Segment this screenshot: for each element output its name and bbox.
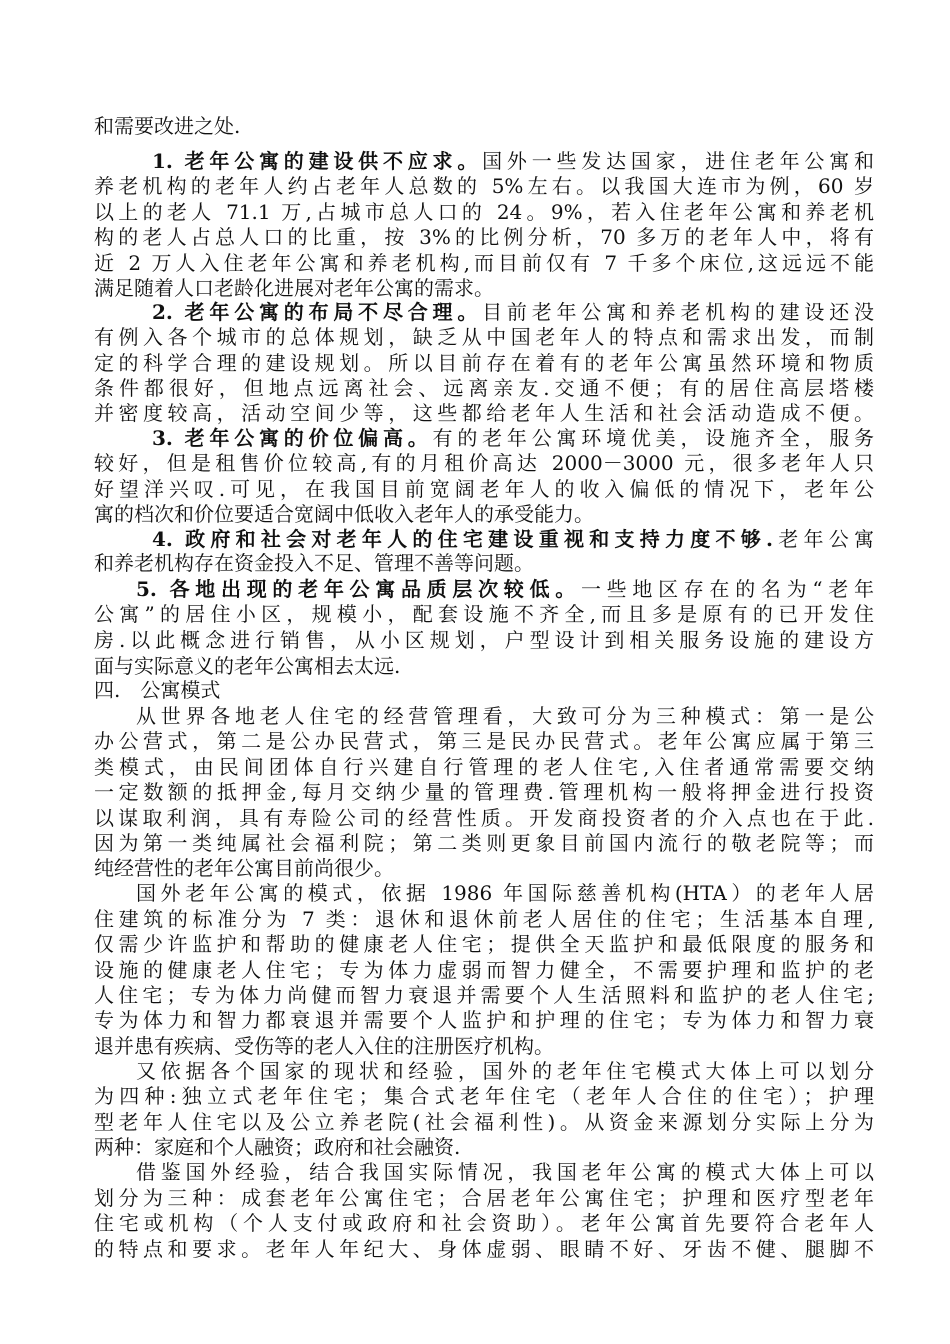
body-text: 又依据各个国家的现状和经验，国外的老年住宅模式大体上可以划分 <box>136 1059 874 1083</box>
text-line <box>94 1057 874 1085</box>
body-text: 以谋取利润，具有寿险公司的经营性质。开发商投资者的介入点也在于此. <box>94 806 874 830</box>
body-text: 专为体力和智力都衰退并需要个人监护和护理的住宅；专为体力和智力衰 <box>94 1008 874 1032</box>
text-line <box>94 676 874 704</box>
body-text: 住宅或机构（个人支付或政府和社会资助）。老年公寓首先要符合老年人 <box>94 1211 874 1235</box>
text-line <box>94 778 874 806</box>
text-line <box>94 1209 874 1237</box>
text-line <box>94 298 874 326</box>
text-line <box>94 323 874 351</box>
body-text: 两种：家庭和个人融资；政府和社会融资. <box>94 1135 461 1159</box>
body-text: 的特点和要求。老年人年纪大、身体虚弱、眼睛不好、牙齿不健、腿脚不 <box>94 1237 874 1261</box>
text-line <box>94 172 874 200</box>
text-line <box>94 930 874 958</box>
text-line <box>94 804 874 832</box>
bold-heading-text: 1. 老年公寓的建设供不应求。 <box>152 149 483 173</box>
text-line <box>94 1108 874 1136</box>
body-text: 为四种:独立式老年住宅；集合式老年住宅（老年人合住的住宅）；护理 <box>94 1084 874 1108</box>
body-text: 定的科学合理的建设规划。所以目前存在着有的老年公寓虽然环境和物质 <box>94 351 874 375</box>
body-text: 房.以此概念进行销售，从小区规划，户型设计到相关服务设施的建设方 <box>94 628 874 652</box>
text-line <box>94 702 874 730</box>
text-line <box>94 575 874 603</box>
text-line <box>94 1184 874 1212</box>
text-line <box>94 1032 874 1060</box>
text-line <box>94 626 874 654</box>
body-text: 人住宅；专为体力尚健而智力衰退并需要个人生活照料和监护的老人住宅; <box>94 983 874 1007</box>
bold-heading-text: 3. 老年公寓的价位偏高。 <box>152 426 433 450</box>
text-line <box>94 147 874 175</box>
text-line <box>94 956 874 984</box>
text-line <box>94 753 874 781</box>
body-text: 设施的健康老人住宅；专为体力虚弱而智力健全，不需要护理和监护的老 <box>94 958 874 982</box>
text-line <box>94 349 874 377</box>
text-line <box>94 829 874 857</box>
text-line <box>94 1082 874 1110</box>
text-line <box>94 112 874 140</box>
body-text: 并密度较高，活动空间少等，这些都给老年人生活和社会活动造成不便。 <box>94 401 874 425</box>
body-text: 四. 公寓模式 <box>94 678 221 702</box>
text-line <box>94 500 874 528</box>
text-line <box>94 727 874 755</box>
body-text: 一定数额的抵押金,每月交纳少量的管理费.管理机构一般将押金进行投资 <box>94 780 874 804</box>
body-text: 国外一些发达国家，进住老年公寓和 <box>482 149 874 173</box>
text-line <box>94 223 874 251</box>
body-text: 满足随着人口老龄化进展对老年公寓的需求。 <box>94 276 494 300</box>
bold-heading-text: 5. 各地出现的老年公寓品质层次较低。 <box>136 577 581 601</box>
body-text: 目前老年公寓和养老机构的建设还没 <box>482 300 874 324</box>
body-text: 养老机构的老年人约占老年人总数的 5%左右。以我国大连市为例，60 岁 <box>94 174 874 198</box>
body-text: 有的老年公寓环境优美，设施齐全，服务 <box>432 426 874 450</box>
body-text: 住建筑的标准分为 7 类：退休和退休前老人居住的住宅；生活基本自理, <box>94 907 874 931</box>
body-text: 寓的档次和价位要适合宽阔中低收入老年人的承受能力。 <box>94 502 594 526</box>
text-line <box>94 854 874 882</box>
bold-heading-text: 4. 政府和社会对老年人的住宅建设重视和支持力度不够. <box>152 527 773 551</box>
text-line <box>94 879 874 907</box>
body-text: 纯经营性的老年公寓目前尚很少。 <box>94 856 394 880</box>
body-text: 和需要改进之处. <box>94 114 241 138</box>
text-line <box>94 600 874 628</box>
text-line <box>94 1133 874 1161</box>
body-text: 仅需少许监护和帮助的健康老人住宅；提供全天监护和最低限度的服务和 <box>94 932 874 956</box>
body-text: 国外老年公寓的模式，依据 1986 年国际慈善机构(HTA）的老年人居 <box>136 881 874 905</box>
bold-heading-text: 2. 老年公寓的布局不尽合理。 <box>152 300 483 324</box>
text-line <box>94 449 874 477</box>
body-text: 型老年人住宅以及公立养老院(社会福利性)。从资金来源划分实际上分为 <box>94 1110 874 1134</box>
body-text: 和养老机构存在资金投入不足、管理不善等问题。 <box>94 551 534 575</box>
body-text: 好望洋兴叹.可见，在我国目前宽阔老年人的收入偏低的情况下，老年公 <box>94 477 874 501</box>
body-text: 条件都很好，但地点远离社会、远离亲友.交通不便；有的居住高层塔楼 <box>94 376 874 400</box>
text-line <box>94 249 874 277</box>
body-text: 面与实际意义的老年公寓相去太远. <box>94 654 401 678</box>
text-line <box>94 198 874 226</box>
body-text: 近 2 万人入住老年公寓和养老机构,而目前仅有 7 千多个床位,这远远不能 <box>94 251 874 275</box>
body-text: 较好，但是租售价位较高,有的月租价高达 2000－3000 元，很多老年人只 <box>94 451 874 475</box>
text-line <box>94 399 874 427</box>
text-line <box>94 1158 874 1186</box>
text-line <box>94 374 874 402</box>
text-line <box>94 1235 874 1263</box>
text-line <box>94 981 874 1009</box>
body-text: 划分为三种：成套老年公寓住宅；合居老年公寓住宅；护理和医疗型老年 <box>94 1186 874 1210</box>
body-text: 借鉴国外经验，结合我国实际情况，我国老年公寓的模式大体上可以 <box>136 1160 874 1184</box>
body-text: 构的老人占总人口的比重，按 3%的比例分析，70 多万的老年人中，将有 <box>94 225 874 249</box>
body-text: 一些地区存在的名为“老年 <box>580 577 874 601</box>
body-text: 退并患有疾病、受伤等的老人入住的注册医疗机构。 <box>94 1034 554 1058</box>
body-text: 以上的老人 71.1 万,占城市总人口的 24。9%，若入住老年公寓和养老机 <box>94 200 874 224</box>
text-line <box>94 1006 874 1034</box>
body-text: 有例入各个城市的总体规划，缺乏从中国老年人的特点和需求出发，而制 <box>94 325 874 349</box>
text-line <box>94 475 874 503</box>
text-line <box>94 549 874 577</box>
body-text: 类模式，由民间团体自行兴建自行管理的老人住宅,入住者通常需要交纳 <box>94 755 874 779</box>
body-text: 因为第一类纯属社会福利院；第二类则更象目前国内流行的敬老院等；而 <box>94 831 874 855</box>
text-line <box>94 905 874 933</box>
text-line <box>94 424 874 452</box>
body-text: 公寓”的居住小区，规模小，配套设施不齐全,而且多是原有的已开发住 <box>94 602 874 626</box>
body-text: 老年公寓 <box>772 527 874 551</box>
body-text: 从世界各地老人住宅的经营管理看，大致可分为三种模式：第一是公 <box>136 704 874 728</box>
body-text: 办公营式，第二是公办民营式，第三是民办民营式。老年公寓应属于第三 <box>94 729 874 753</box>
